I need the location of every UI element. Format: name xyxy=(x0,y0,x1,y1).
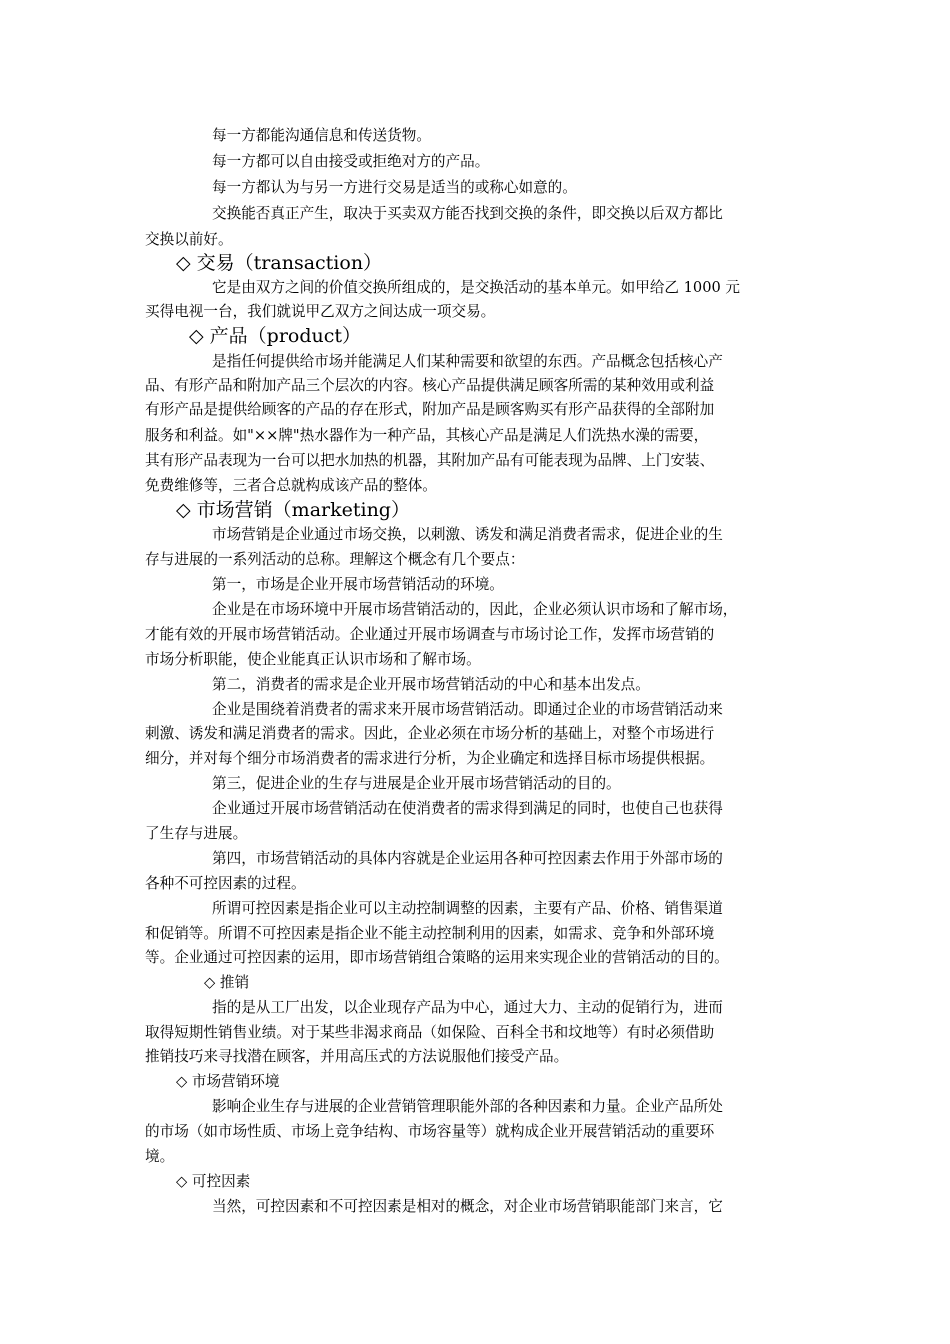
heading-text: 可控因素 xyxy=(191,1173,251,1190)
paragraph-line: 存与进展的一系列活动的总称。理解这个概念有几个要点： xyxy=(145,551,525,568)
paragraph-line: 每一方都可以自由接受或拒绝对方的产品。 xyxy=(212,153,490,170)
paragraph-line: 服务和利益。如"××牌"热水器作为一种产品，其核心产品是满足人们洗热水澡的需要， xyxy=(145,427,709,444)
heading-text: 交易（transaction） xyxy=(196,252,383,274)
section-heading-marketing xyxy=(176,497,410,523)
section-heading-controllable-factors xyxy=(176,1170,250,1194)
heading-text: 产品（product） xyxy=(209,325,362,347)
paragraph-line: 买得电视一台，我们就说甲乙双方之间达成一项交易。 xyxy=(145,303,496,320)
paragraph-line: 企业通过开展市场营销活动在使消费者的需求得到满足的同时，也使自己也获得 xyxy=(212,800,723,817)
diamond-bullet-icon: ◇ xyxy=(176,1073,188,1090)
paragraph-line: 取得短期性销售业绩。对于某些非渴求商品（如保险、百科全书和坟地等）有时必须借助 xyxy=(145,1024,715,1041)
heading-text: 推销 xyxy=(219,974,250,991)
paragraph-line: 第二，消费者的需求是企业开展市场营销活动的中心和基本出发点。 xyxy=(212,676,650,693)
paragraph-line: 第一，市场是企业开展市场营销活动的环境。 xyxy=(212,576,504,593)
paragraph-line: 各种不可控因素的过程。 xyxy=(145,875,306,892)
section-heading-product xyxy=(189,323,361,349)
paragraph-line: 有形产品是提供给顾客的产品的存在形式，附加产品是顾客购买有形产品获得的全部附加 xyxy=(145,401,715,418)
heading-text: 市场营销环境 xyxy=(191,1073,280,1090)
paragraph-line: 推销技巧来寻找潜在顾客，并用高压式的方法说服他们接受产品。 xyxy=(145,1048,569,1065)
paragraph-line: 和促销等。所谓不可控因素是指企业不能主动控制利用的因素，如需求、竞争和外部环境 xyxy=(145,925,715,942)
heading-text: 市场营销（marketing） xyxy=(196,499,410,521)
paragraph-line: 指的是从工厂出发，以企业现存产品为中心，通过大力、主动的促销行为，进而 xyxy=(212,999,723,1016)
section-heading-selling xyxy=(204,971,249,995)
paragraph-line: 了生存与进展。 xyxy=(145,825,248,842)
paragraph-line: 交换能否真正产生，取决于买卖双方能否找到交换的条件，即交换以后双方都比 xyxy=(212,205,723,222)
paragraph-line: 交换以前好。 xyxy=(145,231,233,248)
section-heading-transaction xyxy=(176,250,382,276)
paragraph-line: 影响企业生存与进展的企业营销管理职能外部的各种因素和力量。企业产品所处 xyxy=(212,1098,723,1115)
diamond-bullet-icon: ◇ xyxy=(204,974,216,991)
diamond-bullet-icon: ◇ xyxy=(176,1173,188,1190)
paragraph-line: 它是由双方之间的价值交换所组成的，是交换活动的基本单元。如甲给乙 1000 元 xyxy=(212,279,741,296)
paragraph-line: 刺激、诱发和满足消费者的需求。因此，企业必须在市场分析的基础上，对整个市场进行 xyxy=(145,725,715,742)
paragraph-line: 所谓可控因素是指企业可以主动控制调整的因素，主要有产品、价格、销售渠道 xyxy=(212,900,723,917)
paragraph-line: 是指任何提供给市场并能满足人们某种需要和欲望的东西。产品概念包括核心产 xyxy=(212,353,723,370)
diamond-bullet-icon: ◇ xyxy=(176,499,191,521)
paragraph-line: 企业是围绕着消费者的需求来开展市场营销活动。即通过企业的市场营销活动来 xyxy=(212,701,723,718)
paragraph-line: 每一方都认为与另一方进行交易是适当的或称心如意的。 xyxy=(212,179,577,196)
paragraph-line: 当然，可控因素和不可控因素是相对的概念，对企业市场营销职能部门来言，它 xyxy=(212,1198,723,1215)
section-heading-marketing-environment xyxy=(176,1070,279,1094)
paragraph-line: 的市场（如市场性质、市场上竞争结构、市场容量等）就构成企业开展营销活动的重要环 xyxy=(145,1123,715,1140)
paragraph-line: 企业是在市场环境中开展市场营销活动的，因此，企业必须认识市场和了解市场， xyxy=(212,601,738,618)
diamond-bullet-icon: ◇ xyxy=(176,252,191,274)
paragraph-line: 市场营销是企业通过市场交换，以刺激、诱发和满足消费者需求，促进企业的生 xyxy=(212,526,723,543)
paragraph-line: 才能有效的开展市场营销活动。企业通过开展市场调查与市场讨论工作，发挥市场营销的 xyxy=(145,626,715,643)
paragraph-line: 细分，并对每个细分市场消费者的需求进行分析，为企业确定和选择目标市场提供根据。 xyxy=(145,750,715,767)
paragraph-line: 境。 xyxy=(145,1148,175,1165)
paragraph-line: 每一方都能沟通信息和传送货物。 xyxy=(212,127,431,144)
paragraph-line: 第三，促进企业的生存与进展是企业开展市场营销活动的目的。 xyxy=(212,775,621,792)
paragraph-line: 市场分析职能，使企业能真正认识市场和了解市场。 xyxy=(145,651,481,668)
paragraph-line: 第四，市场营销活动的具体内容就是企业运用各种可控因素去作用于外部市场的 xyxy=(212,850,723,867)
paragraph-line: 免费维修等，三者合总就构成该产品的整体。 xyxy=(145,477,437,494)
paragraph-line: 等。企业通过可控因素的运用，即市场营销组合策略的运用来实现企业的营销活动的目的。 xyxy=(145,949,729,966)
diamond-bullet-icon: ◇ xyxy=(189,325,204,347)
paragraph-line: 品、有形产品和附加产品三个层次的内容。核心产品提供满足顾客所需的某种效用或利益 xyxy=(145,377,715,394)
paragraph-line: 其有形产品表现为一台可以把水加热的机器，其附加产品有可能表现为品牌、上门安装、 xyxy=(145,452,715,469)
